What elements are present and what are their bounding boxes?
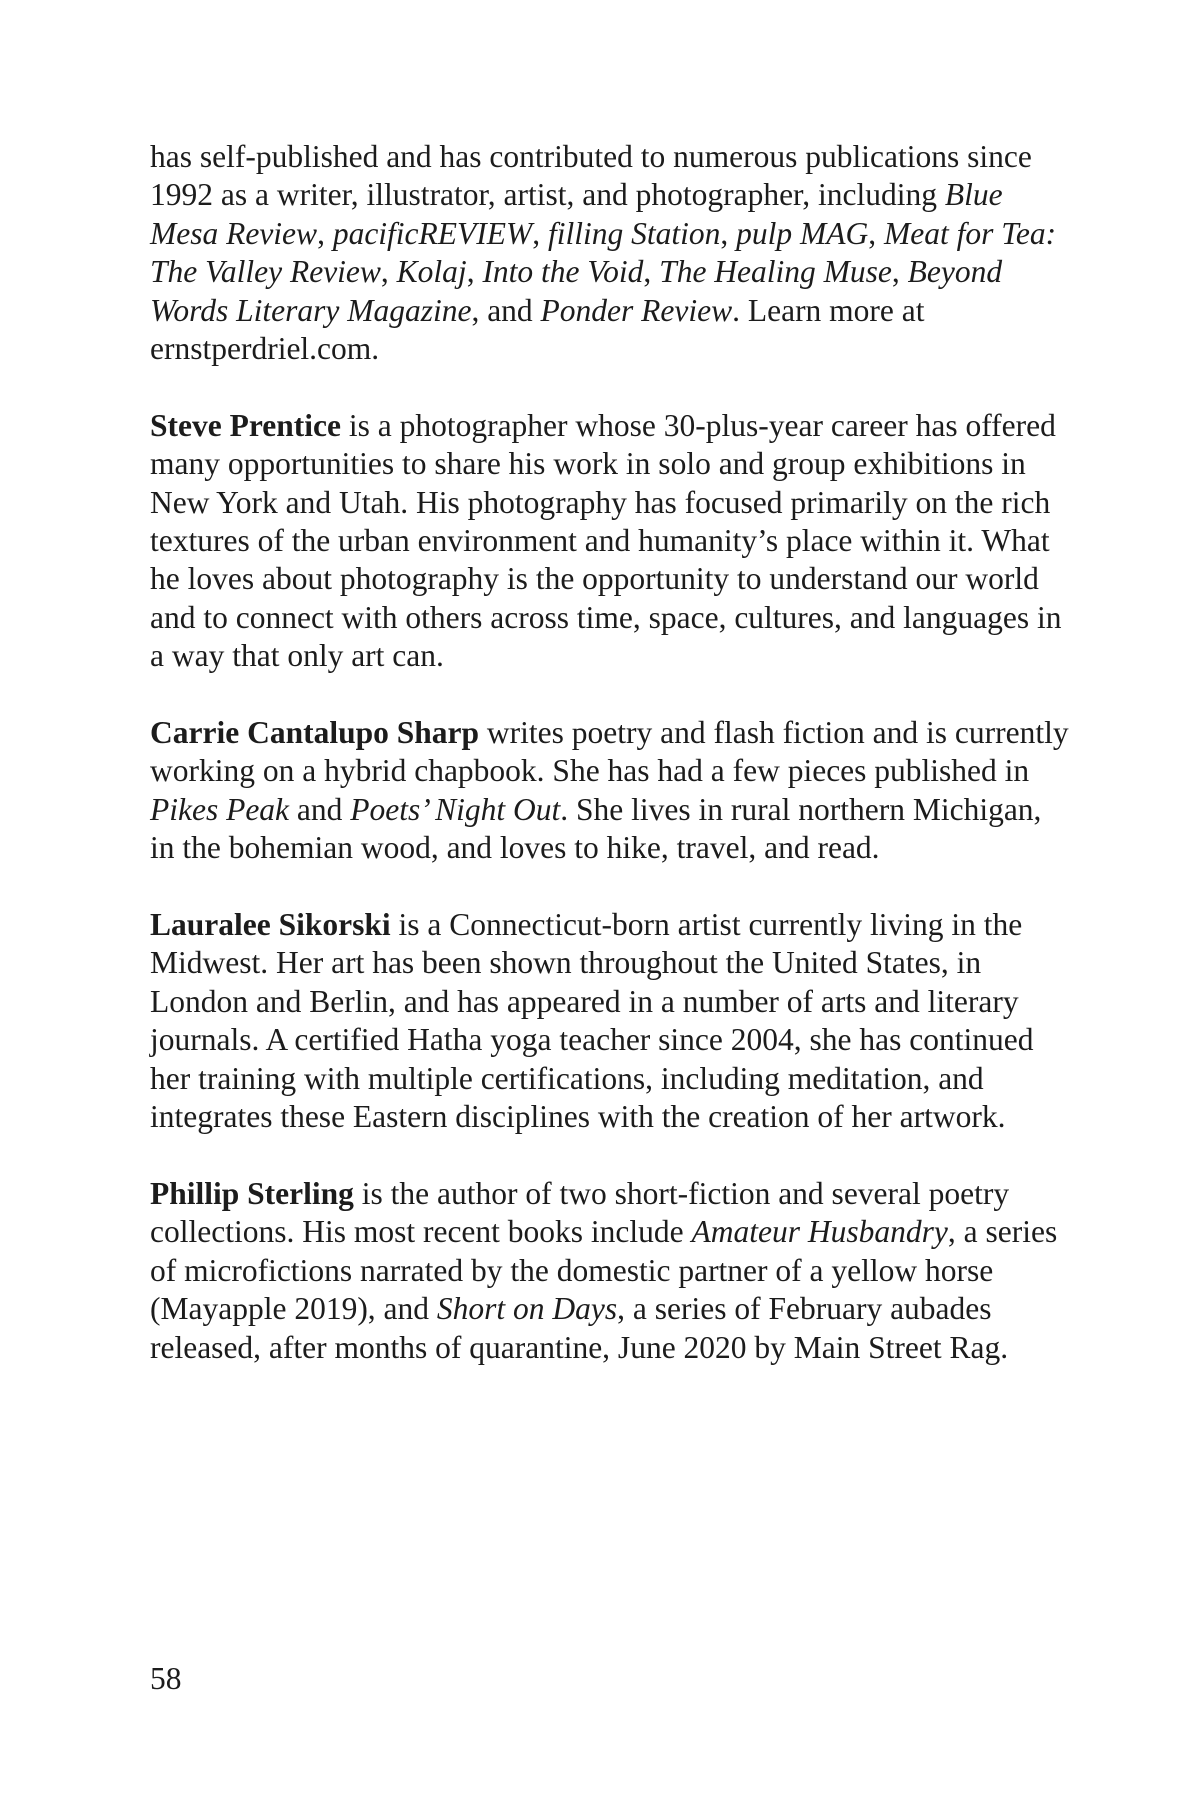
- bio-text: , a series of February aubades released, after months of quarantine, June 2020 by Main Street Rag.: [150, 1291, 1009, 1365]
- bio-text: is a Connecticut-born artist currently living in the Midwest. Her art has been shown throughout the United States, in London and Berlin, and has appeared in a number of arts and literary journals. A certified Hatha yoga teacher since 2004, she has continued her training with multiple certifications, including meditation, and integrates these Eastern disciplines with the creation of her artwork.: [150, 907, 1034, 1135]
- bio-text: and: [289, 791, 351, 827]
- publication-title: Kolaj: [396, 254, 467, 290]
- publication-title: Beyond Words Literary Magazine: [150, 254, 1003, 328]
- publication-title: pacificREVIEW: [332, 215, 533, 251]
- page-number: 58: [150, 1661, 182, 1696]
- publication-title: The Healing Muse: [659, 254, 892, 290]
- bio-paragraph-carrie-cantalupo-sharp: [150, 714, 1070, 868]
- bio-text: writes poetry and flash fiction and is currently working on a hybrid chapbook. She has had a few pieces published in: [150, 715, 1069, 789]
- bio-text: ,: [891, 254, 908, 290]
- contributor-name: Phillip Sterling: [150, 1175, 354, 1211]
- bio-paragraph-lauralee-sikorski: [150, 906, 1070, 1136]
- publication-title: Short on Days: [436, 1291, 618, 1327]
- publication-title: Into the Void: [482, 254, 644, 290]
- publication-title: Ponder Review: [540, 292, 733, 328]
- publication-title: filling Station: [547, 215, 721, 251]
- bio-text: ,: [317, 215, 333, 251]
- contributor-name: Carrie Cantalupo Sharp: [150, 715, 480, 751]
- bio-text: ,: [380, 254, 397, 290]
- publication-title: Blue Mesa Review: [150, 177, 1003, 251]
- bio-text: ,: [532, 215, 548, 251]
- bio-text: ,: [720, 215, 737, 251]
- publication-title: Pikes Peak: [150, 791, 290, 827]
- bio-text: is a photographer whose 30-plus-year career has offered many opportunities to share his work in solo and group exhibitions in New York and Utah. His photography has focused primarily on the rich textures of the urban environment and humanity’s place within it. What he loves about photography is the opportunity to understand our world and to connect with others across time, space, cultures, and languages in a way that only art can.: [150, 407, 1062, 674]
- publication-title: Poets’ Night Out: [350, 791, 561, 827]
- bio-paragraph-steve-prentice: [150, 407, 1070, 676]
- bio-paragraph-phillip-sterling: [150, 1175, 1070, 1367]
- publication-title: Amateur Husbandry: [691, 1214, 948, 1250]
- publication-title: Meat for Tea: The Valley Review: [150, 215, 1057, 290]
- bio-text: . She lives in rural northern Michigan, in the bohemian wood, and loves to hike, travel, and read.: [150, 791, 1042, 866]
- contributor-bios: [150, 138, 1070, 1405]
- bio-text: ,: [868, 215, 884, 251]
- contributor-name: Steve Prentice: [150, 407, 341, 443]
- bio-text: ,: [643, 254, 660, 290]
- bio-text: is the author of two short-fiction and several poetry collections. His most recent books include: [150, 1175, 1010, 1250]
- publication-title: pulp MAG: [736, 215, 869, 251]
- bio-text: , and: [471, 292, 541, 328]
- bio-paragraph-ernst-perdriel: [150, 138, 1070, 368]
- bio-text: ,: [466, 254, 483, 290]
- bio-text: , a series of microfictions narrated by the domestic partner of a yellow horse (Mayapple 2019), and: [150, 1214, 1058, 1327]
- contributor-name: Lauralee Sikorski: [150, 907, 391, 943]
- bio-text: . Learn more at ernstperdriel.com.: [150, 292, 925, 367]
- bio-text: has self-published and has contributed to numerous publications since 1992 as a writer, illustrator, artist, and photographer, including: [150, 139, 1032, 213]
